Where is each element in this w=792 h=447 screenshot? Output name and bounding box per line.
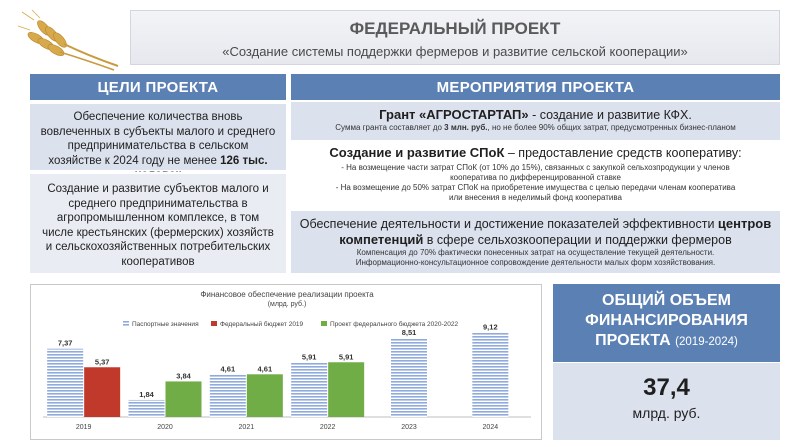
goal-2-text: Создание и развитие субъектов малого и среднего предпринимательства в агропромышленном комплексе, в том числе крестьянских (фермерских) хозяйств и сельскохозяйственных потребительских кооперативов	[42, 183, 274, 268]
bar-2022-2	[328, 362, 364, 417]
total-years: (2019-2024)	[675, 336, 738, 348]
project-title: ФЕДЕРАЛЬНЫЙ ПРОЕКТ	[349, 19, 561, 38]
tick-label-2022: 2022	[319, 424, 336, 431]
bar-label-2019-1: 5,37	[94, 357, 110, 367]
legend-swatch-0	[123, 321, 129, 326]
chart-title: Финансовое обеспечение реализации проекта	[200, 290, 374, 299]
bar-label-2020-2: 3,84	[176, 371, 191, 381]
event-2-rest: – предоставление средств кооперативу:	[504, 146, 742, 160]
project-subtitle: «Создание системы поддержки фермеров и развитие сельской кооперации»	[222, 44, 688, 59]
event-agrostartup	[291, 102, 780, 140]
event-competence-centers	[291, 211, 780, 273]
total-unit: млрд. руб.	[632, 405, 701, 421]
bar-label-2024-0: 9,12	[483, 322, 498, 332]
event-spok	[291, 141, 780, 209]
event-3-bold-2: компетенций	[339, 232, 424, 247]
bar-2019-0	[47, 349, 83, 417]
bar-2024-0	[472, 333, 508, 417]
total-line-2: ФИНАНСИРОВАНИЯ	[585, 312, 748, 329]
bar-label-2022-0: 5,91	[301, 352, 317, 362]
bar-label-2019-0: 7,37	[57, 338, 73, 348]
legend-swatch-1	[211, 321, 217, 326]
event-1-note-a: Сумма гранта составляет до	[335, 123, 445, 132]
event-3-text-b: в сфере сельхозкооперации и поддержки фермеров	[423, 233, 732, 247]
total-amount	[553, 363, 780, 440]
legend-label-2: Проект федерального бюджета 2020-2022	[330, 321, 459, 328]
bar-2021-0	[210, 374, 246, 417]
bar-label-2021-2: 4,61	[257, 364, 273, 374]
bar-label-2022-2: 5,91	[338, 352, 354, 362]
total-value: 37,4	[643, 374, 690, 401]
tick-label-2019: 2019	[75, 424, 92, 431]
event-1-title: Грант «АГРОСТАРТАП»	[379, 107, 529, 122]
event-2-title: Создание и развитие СПоК	[329, 145, 505, 160]
event-3-note-2: Информационно-консультационное сопровождение деятельности малых форм хозяйствования.	[355, 258, 716, 267]
events-heading: МЕРОПРИЯТИЯ ПРОЕКТА	[291, 74, 780, 100]
legend-swatch-2	[321, 321, 327, 326]
bar-label-2021-0: 4,61	[220, 364, 236, 374]
chart-subtitle: (млрд. руб.)	[267, 301, 307, 308]
goal-1-text: Обеспечение количества вновь вовлеченных в субъекты малого и среднего предпринимательства в сельском хозяйстве к 2024 году не менее	[40, 111, 276, 167]
event-1-note-b: , но не более 90% общих затрат, предусмотренных бизнес-планом	[487, 123, 736, 132]
bar-2023-0	[391, 338, 427, 417]
financing-chart-svg	[31, 285, 543, 441]
event-2-bullet-1: - На возмещение части затрат СПоК (от 10% до 15%), связанных с закупкой сельхозпродукции у членов кооператива по дифференцированной ставке	[341, 163, 730, 182]
event-3-text-a: Обеспечение деятельности и достижение показателей эффективности	[299, 217, 718, 231]
project-header	[130, 10, 780, 65]
goal-2	[30, 172, 286, 273]
total-heading	[553, 284, 780, 362]
event-3-note-1: Компенсация до 70% фактически понесенных затрат на осуществление текущей деятельности.	[356, 248, 715, 257]
event-3-bold-1: центров	[717, 216, 772, 231]
financing-chart	[30, 284, 542, 440]
tick-label-2024: 2024	[482, 424, 499, 431]
bar-2021-2	[247, 374, 283, 417]
bar-2019-1	[84, 367, 120, 417]
bar-label-2023-0: 8,51	[401, 328, 417, 338]
tick-label-2021: 2021	[238, 424, 255, 431]
bar-2020-0	[129, 400, 165, 417]
event-1-rest: - создание и развитие КФХ.	[528, 108, 692, 122]
goal-1-target: 126 тыс.	[220, 154, 268, 167]
goals-heading: ЦЕЛИ ПРОЕКТА	[30, 74, 286, 100]
legend-label-0: Паспортные значения	[132, 321, 199, 328]
bar-label-2020-0: 1,84	[139, 389, 154, 399]
total-line-1: ОБЩИЙ ОБЪЕМ	[602, 292, 731, 309]
bar-2022-0	[291, 362, 327, 417]
event-2-bullet-2: - На возмещение до 50% затрат СПоК на приобретение имущества с целью передачи членам кооператива или внесения в неделимый фонд кооператива	[335, 183, 736, 202]
event-1-note-amount: 3 млн. руб.	[444, 123, 488, 132]
wheat-logo	[14, 8, 122, 72]
total-line-3: ПРОЕКТА	[595, 332, 671, 349]
tick-label-2020: 2020	[157, 424, 173, 431]
tick-label-2023: 2023	[401, 424, 417, 431]
goal-1	[30, 102, 286, 170]
bar-2020-2	[166, 381, 202, 417]
legend-label-1: Федеральный бюджет 2019	[220, 321, 304, 328]
